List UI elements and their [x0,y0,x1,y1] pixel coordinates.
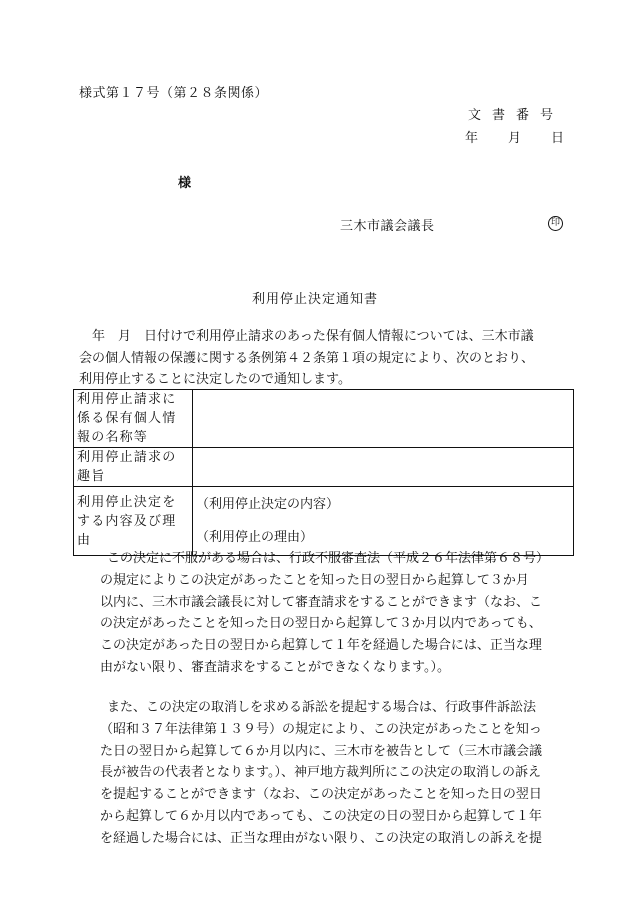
intro-line: 利用停止することに決定したので通知します。 [79,372,351,387]
paragraph-line: の規定によりこの決定があったことを知った日の翌日から起算して３か月 [100,572,529,588]
date-year-label: 年 [464,131,478,146]
paragraph-line: から起算して６か月以内であっても、この決定の日の翌日から起算して１年 [100,808,542,824]
intro-line: 会の個人情報の保護に関する条例第４２条第１項の規定により、次のとおり、 [79,350,535,366]
intro-line: 年 月 日付けで利用停止請求のあった保有個人情報については、三木市議 [79,329,534,344]
decision-table [73,389,574,556]
table-row-label [74,448,193,487]
appeal-paragraph [94,548,580,679]
table-row [74,390,574,448]
label-line: 係る保有個人情 [77,411,177,426]
paragraph-line: この決定があった日の翌日から起算して１年を経過した場合には、正当な理 [100,638,542,654]
sender-name: 三木市議会議長 [340,219,435,234]
paragraph-line: の決定があったことを知った日の翌日から起算して３か月以内であっても、 [100,616,542,632]
label-line: 利用停止請求に [77,392,177,407]
table-row-value [193,390,574,448]
form-number: 様式第１７号（第２８条関係） [79,86,269,101]
intro-paragraph [79,326,579,391]
paragraph-line: を提起することができます（なお、この決定があったことを知った日の翌日 [100,787,542,803]
seal-icon [548,214,563,231]
paragraph-line: た日の翌日から起算して６か月以内に、三木市を被告として（三木市議会議 [100,743,543,759]
document-number-label: 文書番号 [467,108,564,123]
label-line: 利用停止請求の [77,450,177,465]
date-month-label: 月 [507,131,521,146]
paragraph-line: 以内に、三木市議会議長に対して審査請求をすることができます（なお、こ [100,594,543,610]
label-line: 利用停止決定を [77,494,177,510]
table-row [74,448,574,487]
paragraph-line: を経過した場合には、正当な理由がない限り、この決定の取消しの訴えを提 [100,830,543,846]
decision-content-note: （利用停止決定の内容） [196,497,340,512]
paragraph-line: 長が被告の代表者となります。）、神戸地方裁判所にこの決定の取消しの訴え [100,765,541,781]
addressee-suffix: 様 [178,176,192,191]
date-day-label: 日 [550,131,564,146]
document-title: 利用停止決定通知書 [251,292,378,307]
label-line: する内容及び理 [77,513,177,529]
label-line: 報の名称等 [77,430,149,445]
label-line: 由 [77,532,92,548]
paragraph-line: （昭和３７年法律第１３９号）の規定により、この決定があったことを知っ [100,721,542,737]
date-line [465,127,564,146]
table-row-label [74,390,193,448]
paragraph-line: この決定に不服がある場合は、行政不服審査法（平成２６年法律第６８号） [94,551,550,566]
table-row [74,487,574,556]
lawsuit-paragraph [94,697,580,850]
seal-label: 印 [548,216,563,231]
decision-reason-note: （利用停止の理由） [196,530,314,545]
table-row-value [193,448,574,487]
paragraph-line: 由がない限り、審査請求をすることができなくなります。）。 [100,659,450,675]
paragraph-line: また、この決定の取消しを求める訴訟を提起する場合は、行政事件訴訟法 [94,700,537,715]
label-line: 趣旨 [77,469,106,484]
table-row-label [74,487,193,556]
table-row-value [193,487,574,556]
